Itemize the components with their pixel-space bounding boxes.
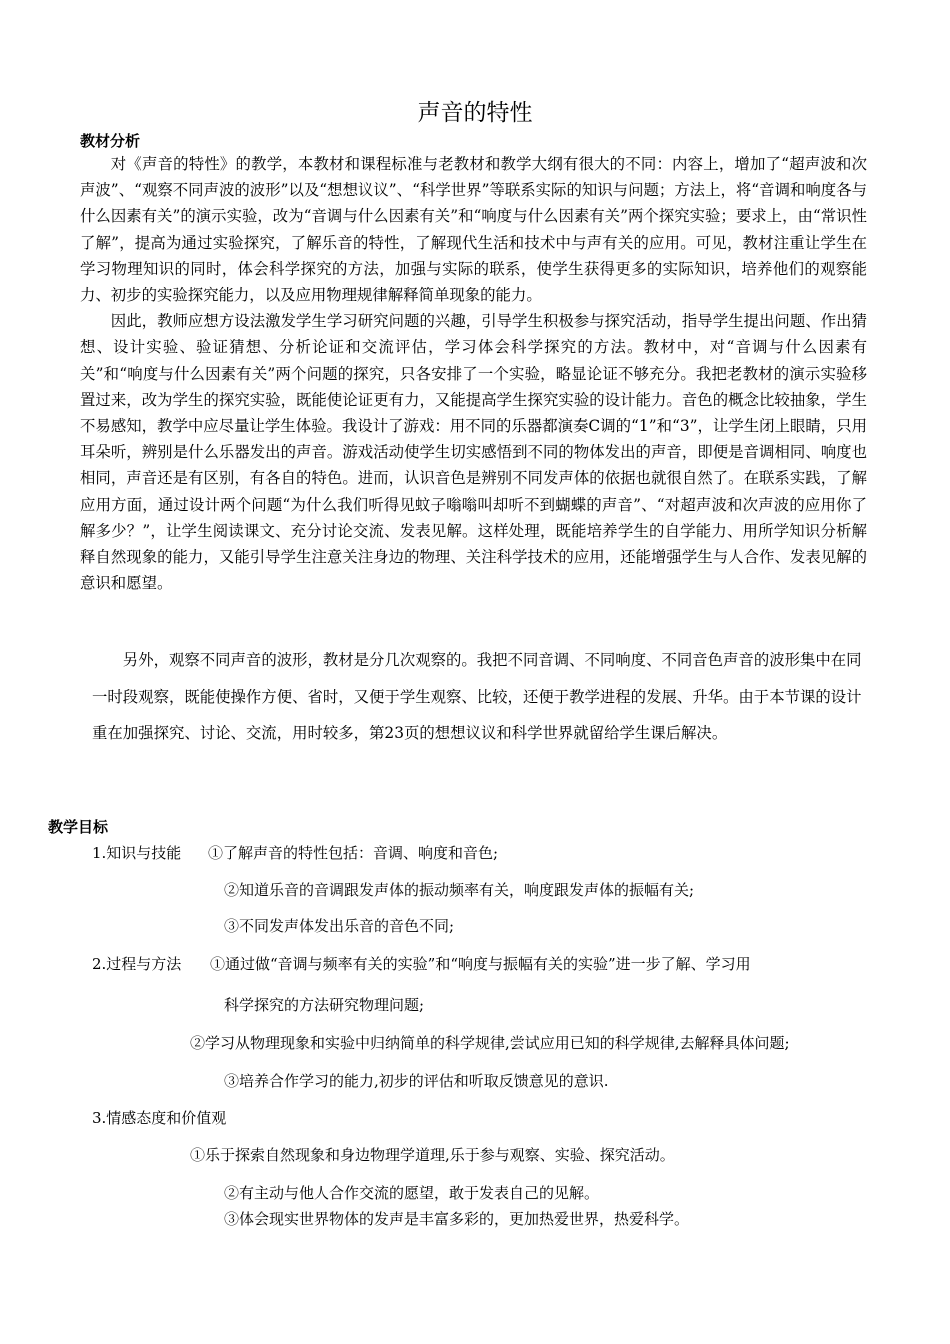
goal-2-item-3: ③培养合作学习的能力,初步的评估和听取反馈意见的意识. (224, 1072, 609, 1090)
goal-2-item-2: ②学习从物理现象和实验中归纳简单的科学规律,尝试应用已知的科学规律,去解释具体问题; (190, 1034, 790, 1052)
analysis-paragraph-3: 另外，观察不同声音的波形，教材是分几次观察的。我把不同音调、不同响度、不同音色声音的波形集中在同一时段观察，既能使操作方便、省时，又便于学生观察、比较，还便于教学进程的发展、升华。由于本节课的设计重在加强探究、讨论、交流，用时较多，第23页的想想议议和科学世界就留给学生课后解决。 (92, 651, 862, 742)
goal-1-item-2: ②知道乐音的音调跟发声体的振动频率有关，响度跟发声体的振幅有关; (224, 881, 695, 899)
goal-2-item-1: ①通过做“音调与频率有关的实验”和“响度与振幅有关的实验”进一步了解、学习用 (210, 955, 751, 973)
page-title: 声音的特性 (417, 100, 533, 126)
goal-1-label: 1.知识与技能 (92, 844, 182, 862)
goal-3-item-1: ①乐于探索自然现象和身边物理学道理,乐于参与观察、实验、探究活动。 (190, 1146, 675, 1164)
section-heading-analysis: 教材分析 (80, 132, 141, 150)
analysis-paragraph-1: 对《声音的特性》的教学，本教材和课程标准与老教材和教学大纲有很大的不同：内容上，增加了“超声波和次声波”、“观察不同声波的波形”以及“想想议议”、“科学世界”等联系实际的知识与问题；方法上，将“音调和响度各与什么因素有关”的演示实验，改为“音调与什么因素有关”和“响度与什么因素有关”两个探究实验；要求上，由“常识性了解”，提高为通过实验探究，了解乐音的特性，了解现代生活和技术中与声有关的应用。可见，教材注重让学生在学习物理知识的同时，体会科学探究的方法，加强与实际的联系，使学生获得更多的实际知识，培养他们的观察能力、初步的实验探究能力，以及应用物理规律解释简单现象的能力。 (80, 155, 867, 305)
goal-3-label: 3.情感态度和价值观 (92, 1109, 227, 1127)
goal-2-item-1-cont: 科学探究的方法研究物理问题; (224, 996, 425, 1014)
analysis-body (80, 151, 867, 596)
goal-3-item-2: ②有主动与他人合作交流的愿望，敢于发表自己的见解。 (224, 1184, 600, 1202)
goal-3-item-3: ③体会现实世界物体的发声是丰富多彩的，更加热爱世界，热爱科学。 (224, 1210, 690, 1228)
analysis-body-spaced (92, 642, 867, 752)
goal-1-item-1: ①了解声音的特性包括：音调、响度和音色; (208, 844, 499, 862)
goal-1-item-3: ③不同发声体发出乐音的音色不同; (224, 917, 455, 935)
section-heading-goals: 教学目标 (48, 818, 109, 836)
analysis-paragraph-2: 因此，教师应想方设法激发学生学习研究问题的兴趣，引导学生积极参与探究活动，指导学生提出问题、作出猜想、设计实验、验证猜想、分析论证和交流评估，学习体会科学探究的方法。教材中，对“音调与什么因素有关”和“响度与什么因素有关”两个问题的探究，只各安排了一个实验，略显论证不够充分。我把老教材的演示实验移置过来，改为学生的探究实验，既能使论证更有力，又能提高学生探究实验的设计能力。音色的概念比较抽象，学生不易感知，教学中应尽量让学生体验。我设计了游戏：用不同的乐器都演奏C调的“1”和“3”，让学生闭上眼睛，只用耳朵听，辨别是什么乐器发出的声音。游戏活动使学生切实感悟到不同的物体发出的声音，即便是音调相同、响度也相同，声音还是有区别，有各自的特色。进而，认识音色是辨别不同发声体的依据也就很自然了。在联系实践，了解应用方面，通过设计两个问题“为什么我们听得见蚊子嗡嗡叫却听不到蝴蝶的声音”、“对超声波和次声波的应用你了解多少？”，让学生阅读课文、充分讨论交流、发表见解。这样处理，既能培养学生的自学能力、用所学知识分析解释自然现象的能力，又能引导学生注意关注身边的物理、关注科学技术的应用，还能增强学生与人合作、发表见解的意识和愿望。 (80, 312, 867, 593)
goal-2-label: 2.过程与方法 (92, 955, 182, 973)
